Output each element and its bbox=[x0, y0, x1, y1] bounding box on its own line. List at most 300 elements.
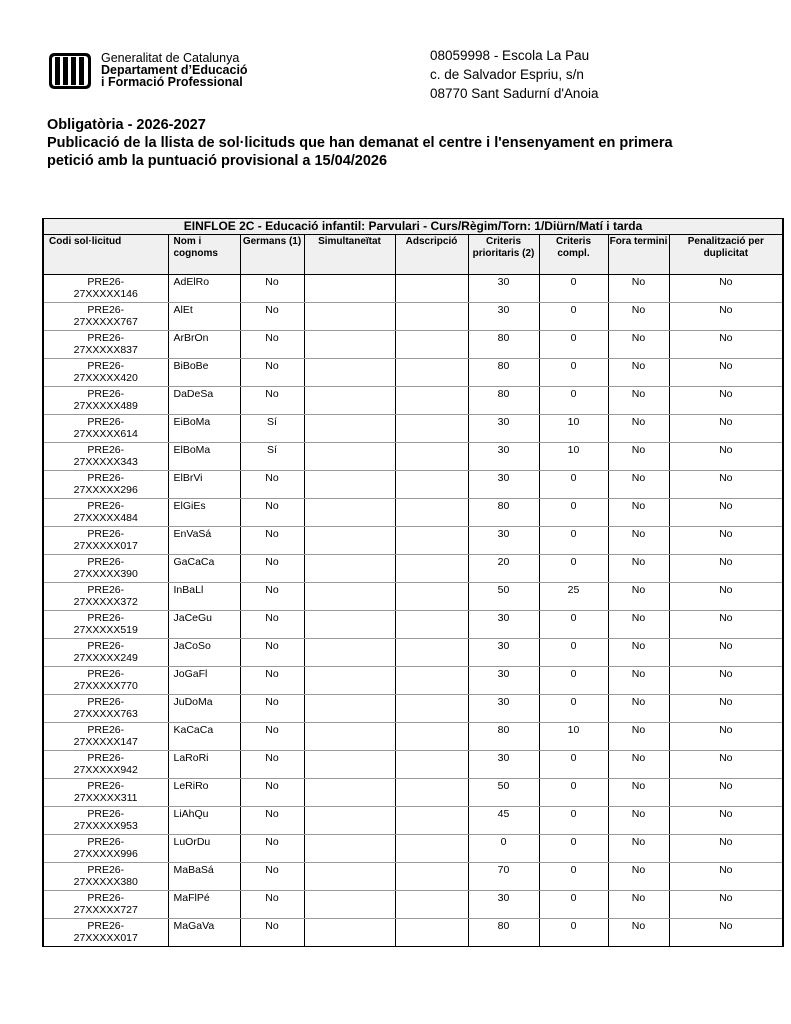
cell-nom: ElGiEs bbox=[168, 499, 240, 527]
cell-codi bbox=[43, 331, 168, 359]
cell-nom: AdElRo bbox=[168, 275, 240, 303]
cell-adscripcio bbox=[395, 415, 468, 443]
cell-fora-termini: No bbox=[608, 331, 669, 359]
table-row bbox=[43, 695, 783, 723]
cell-penalitzacio: No bbox=[669, 275, 783, 303]
code-prefix: PRE26- bbox=[87, 780, 125, 792]
code-suffix: 27XXXXX420 bbox=[73, 372, 138, 384]
cell-adscripcio bbox=[395, 331, 468, 359]
cell-simultaneitat bbox=[304, 303, 395, 331]
table-row bbox=[43, 443, 783, 471]
cell-compl: 0 bbox=[539, 779, 608, 807]
cell-simultaneitat bbox=[304, 415, 395, 443]
cell-fora-termini: No bbox=[608, 387, 669, 415]
cell-codi bbox=[43, 723, 168, 751]
cell-simultaneitat bbox=[304, 723, 395, 751]
cell-nom: JaCoSo bbox=[168, 639, 240, 667]
cell-adscripcio bbox=[395, 527, 468, 555]
cell-nom: MaFlPé bbox=[168, 891, 240, 919]
cell-prioritaris: 30 bbox=[468, 275, 539, 303]
cell-prioritaris: 0 bbox=[468, 835, 539, 863]
table-row bbox=[43, 303, 783, 331]
table-row bbox=[43, 919, 783, 947]
cell-codi bbox=[43, 583, 168, 611]
cell-codi bbox=[43, 891, 168, 919]
cell-fora-termini: No bbox=[608, 359, 669, 387]
cell-compl: 0 bbox=[539, 471, 608, 499]
cell-codi bbox=[43, 807, 168, 835]
cell-prioritaris: 80 bbox=[468, 387, 539, 415]
cell-adscripcio bbox=[395, 303, 468, 331]
code-suffix: 27XXXXX380 bbox=[73, 876, 138, 888]
cell-fora-termini: No bbox=[608, 275, 669, 303]
code-prefix: PRE26- bbox=[87, 836, 125, 848]
table-row bbox=[43, 723, 783, 751]
col-compl: Criteris compl. bbox=[539, 235, 608, 275]
cell-simultaneitat bbox=[304, 583, 395, 611]
cell-prioritaris: 70 bbox=[468, 863, 539, 891]
code-prefix: PRE26- bbox=[87, 584, 125, 596]
code-suffix: 27XXXXX017 bbox=[73, 932, 138, 944]
cell-germans: No bbox=[240, 555, 304, 583]
cell-adscripcio bbox=[395, 639, 468, 667]
cell-prioritaris: 30 bbox=[468, 527, 539, 555]
col-adscripcio: Adscripció bbox=[395, 235, 468, 275]
school-line-2: c. de Salvador Espriu, s/n bbox=[430, 67, 584, 82]
cell-penalitzacio: No bbox=[669, 779, 783, 807]
cell-prioritaris: 30 bbox=[468, 695, 539, 723]
document-title bbox=[47, 116, 673, 170]
cell-penalitzacio: No bbox=[669, 527, 783, 555]
cell-prioritaris: 20 bbox=[468, 555, 539, 583]
cell-nom: LeRiRo bbox=[168, 779, 240, 807]
cell-adscripcio bbox=[395, 723, 468, 751]
cell-simultaneitat bbox=[304, 443, 395, 471]
cell-fora-termini: No bbox=[608, 779, 669, 807]
cell-compl: 0 bbox=[539, 499, 608, 527]
code-suffix: 27XXXXX311 bbox=[74, 792, 138, 804]
cell-fora-termini: No bbox=[608, 863, 669, 891]
table-band-title: EINFLOE 2C - Educació infantil: Parvulari - Curs/Règim/Torn: 1/Diürn/Matí i tarda bbox=[43, 219, 783, 235]
cell-adscripcio bbox=[395, 751, 468, 779]
cell-simultaneitat bbox=[304, 639, 395, 667]
code-suffix: 27XXXXX296 bbox=[73, 484, 138, 496]
code-suffix: 27XXXXX484 bbox=[73, 512, 138, 524]
cell-nom: EnVaSá bbox=[168, 527, 240, 555]
table-row bbox=[43, 555, 783, 583]
cell-codi bbox=[43, 555, 168, 583]
cell-penalitzacio: No bbox=[669, 359, 783, 387]
cell-fora-termini: No bbox=[608, 471, 669, 499]
cell-adscripcio bbox=[395, 583, 468, 611]
cell-simultaneitat bbox=[304, 891, 395, 919]
code-suffix: 27XXXXX837 bbox=[73, 344, 138, 356]
cell-simultaneitat bbox=[304, 807, 395, 835]
table-row bbox=[43, 387, 783, 415]
cell-germans: No bbox=[240, 667, 304, 695]
cell-simultaneitat bbox=[304, 695, 395, 723]
cell-nom: JaCeGu bbox=[168, 611, 240, 639]
cell-prioritaris: 30 bbox=[468, 751, 539, 779]
code-prefix: PRE26- bbox=[87, 864, 125, 876]
code-prefix: PRE26- bbox=[87, 528, 125, 540]
cell-fora-termini: No bbox=[608, 611, 669, 639]
code-suffix: 27XXXXX519 bbox=[73, 624, 138, 636]
code-prefix: PRE26- bbox=[87, 276, 125, 288]
cell-adscripcio bbox=[395, 499, 468, 527]
code-prefix: PRE26- bbox=[87, 472, 125, 484]
cell-nom: LuOrDu bbox=[168, 835, 240, 863]
cell-germans: No bbox=[240, 639, 304, 667]
cell-prioritaris: 30 bbox=[468, 303, 539, 331]
school-address bbox=[430, 46, 598, 103]
cell-fora-termini: No bbox=[608, 443, 669, 471]
cell-prioritaris: 45 bbox=[468, 807, 539, 835]
cell-penalitzacio: No bbox=[669, 863, 783, 891]
table-row bbox=[43, 611, 783, 639]
cell-germans: No bbox=[240, 863, 304, 891]
code-suffix: 27XXXXX372 bbox=[73, 596, 138, 608]
cell-prioritaris: 50 bbox=[468, 779, 539, 807]
cell-compl: 0 bbox=[539, 807, 608, 835]
cell-codi bbox=[43, 611, 168, 639]
table-row bbox=[43, 863, 783, 891]
cell-germans: No bbox=[240, 779, 304, 807]
cell-compl: 0 bbox=[539, 527, 608, 555]
cell-adscripcio bbox=[395, 443, 468, 471]
cell-codi bbox=[43, 303, 168, 331]
cell-penalitzacio: No bbox=[669, 807, 783, 835]
cell-fora-termini: No bbox=[608, 499, 669, 527]
cell-codi bbox=[43, 415, 168, 443]
cell-simultaneitat bbox=[304, 387, 395, 415]
cell-prioritaris: 30 bbox=[468, 611, 539, 639]
code-prefix: PRE26- bbox=[87, 444, 125, 456]
col-germans: Germans (1) bbox=[240, 235, 304, 275]
table-row bbox=[43, 415, 783, 443]
cell-penalitzacio: No bbox=[669, 471, 783, 499]
organization-name bbox=[101, 52, 248, 88]
cell-penalitzacio: No bbox=[669, 639, 783, 667]
cell-fora-termini: No bbox=[608, 639, 669, 667]
cell-nom: KaCaCa bbox=[168, 723, 240, 751]
code-prefix: PRE26- bbox=[87, 304, 125, 316]
cell-codi bbox=[43, 835, 168, 863]
cell-simultaneitat bbox=[304, 527, 395, 555]
cell-prioritaris: 80 bbox=[468, 919, 539, 947]
cell-prioritaris: 30 bbox=[468, 471, 539, 499]
cell-penalitzacio: No bbox=[669, 695, 783, 723]
cell-adscripcio bbox=[395, 779, 468, 807]
cell-germans: No bbox=[240, 331, 304, 359]
cell-nom: ElBrVi bbox=[168, 471, 240, 499]
cell-germans: No bbox=[240, 807, 304, 835]
code-suffix: 27XXXXX953 bbox=[73, 820, 138, 832]
cell-compl: 0 bbox=[539, 919, 608, 947]
cell-germans: Sí bbox=[240, 415, 304, 443]
cell-fora-termini: No bbox=[608, 695, 669, 723]
cell-germans: No bbox=[240, 695, 304, 723]
table-row bbox=[43, 471, 783, 499]
cell-compl: 0 bbox=[539, 695, 608, 723]
cell-prioritaris: 30 bbox=[468, 667, 539, 695]
cell-nom: MaGaVa bbox=[168, 919, 240, 947]
cell-codi bbox=[43, 779, 168, 807]
table-header-row bbox=[43, 235, 783, 275]
cell-fora-termini: No bbox=[608, 415, 669, 443]
code-prefix: PRE26- bbox=[87, 752, 125, 764]
cell-codi bbox=[43, 471, 168, 499]
code-prefix: PRE26- bbox=[87, 696, 125, 708]
cell-simultaneitat bbox=[304, 331, 395, 359]
cell-germans: No bbox=[240, 387, 304, 415]
code-suffix: 27XXXXX249 bbox=[73, 652, 138, 664]
cell-fora-termini: No bbox=[608, 583, 669, 611]
cell-compl: 10 bbox=[539, 723, 608, 751]
cell-simultaneitat bbox=[304, 611, 395, 639]
cell-penalitzacio: No bbox=[669, 499, 783, 527]
table-row bbox=[43, 779, 783, 807]
cell-codi bbox=[43, 919, 168, 947]
table-row bbox=[43, 807, 783, 835]
code-suffix: 27XXXXX017 bbox=[73, 540, 138, 552]
cell-adscripcio bbox=[395, 471, 468, 499]
code-prefix: PRE26- bbox=[87, 332, 125, 344]
cell-adscripcio bbox=[395, 359, 468, 387]
school-line-1: 08059998 - Escola La Pau bbox=[430, 48, 590, 63]
code-suffix: 27XXXXX146 bbox=[73, 288, 138, 300]
cell-germans: No bbox=[240, 359, 304, 387]
cell-germans: No bbox=[240, 751, 304, 779]
cell-fora-termini: No bbox=[608, 527, 669, 555]
cell-prioritaris: 30 bbox=[468, 891, 539, 919]
table-row bbox=[43, 583, 783, 611]
cell-nom: ArBrOn bbox=[168, 331, 240, 359]
cell-codi bbox=[43, 667, 168, 695]
cell-codi bbox=[43, 499, 168, 527]
table-row bbox=[43, 751, 783, 779]
cell-germans: Sí bbox=[240, 443, 304, 471]
cell-nom: DaDeSa bbox=[168, 387, 240, 415]
cell-simultaneitat bbox=[304, 779, 395, 807]
cell-penalitzacio: No bbox=[669, 443, 783, 471]
cell-germans: No bbox=[240, 499, 304, 527]
code-prefix: PRE26- bbox=[87, 640, 125, 652]
cell-compl: 10 bbox=[539, 415, 608, 443]
code-prefix: PRE26- bbox=[87, 668, 125, 680]
cell-compl: 0 bbox=[539, 835, 608, 863]
cell-codi bbox=[43, 527, 168, 555]
cell-germans: No bbox=[240, 303, 304, 331]
cell-adscripcio bbox=[395, 667, 468, 695]
code-suffix: 27XXXXX996 bbox=[73, 848, 138, 860]
cell-compl: 25 bbox=[539, 583, 608, 611]
generalitat-logo-icon bbox=[49, 53, 91, 89]
cell-compl: 0 bbox=[539, 751, 608, 779]
cell-nom: BiBoBe bbox=[168, 359, 240, 387]
code-prefix: PRE26- bbox=[87, 556, 125, 568]
code-suffix: 27XXXXX147 bbox=[73, 736, 138, 748]
code-suffix: 27XXXXX390 bbox=[73, 568, 138, 580]
cell-adscripcio bbox=[395, 555, 468, 583]
code-suffix: 27XXXXX767 bbox=[73, 316, 138, 328]
cell-simultaneitat bbox=[304, 359, 395, 387]
cell-compl: 0 bbox=[539, 387, 608, 415]
cell-germans: No bbox=[240, 723, 304, 751]
cell-penalitzacio: No bbox=[669, 415, 783, 443]
table-row bbox=[43, 499, 783, 527]
school-line-3: 08770 Sant Sadurní d'Anoia bbox=[430, 86, 599, 101]
table-row bbox=[43, 667, 783, 695]
code-prefix: PRE26- bbox=[87, 500, 125, 512]
cell-prioritaris: 80 bbox=[468, 331, 539, 359]
cell-prioritaris: 30 bbox=[468, 639, 539, 667]
cell-fora-termini: No bbox=[608, 555, 669, 583]
code-prefix: PRE26- bbox=[87, 892, 125, 904]
cell-fora-termini: No bbox=[608, 723, 669, 751]
cell-nom: LaRoRi bbox=[168, 751, 240, 779]
cell-codi bbox=[43, 751, 168, 779]
cell-simultaneitat bbox=[304, 751, 395, 779]
cell-adscripcio bbox=[395, 891, 468, 919]
cell-penalitzacio: No bbox=[669, 835, 783, 863]
cell-penalitzacio: No bbox=[669, 919, 783, 947]
cell-nom: LiAhQu bbox=[168, 807, 240, 835]
cell-fora-termini: No bbox=[608, 807, 669, 835]
cell-germans: No bbox=[240, 583, 304, 611]
table-row bbox=[43, 359, 783, 387]
code-suffix: 27XXXXX343 bbox=[73, 456, 138, 468]
cell-simultaneitat bbox=[304, 667, 395, 695]
code-prefix: PRE26- bbox=[87, 724, 125, 736]
cell-fora-termini: No bbox=[608, 835, 669, 863]
title-line-3: petició amb la puntuació provisional a 15/04/2026 bbox=[47, 153, 388, 169]
cell-germans: No bbox=[240, 611, 304, 639]
cell-compl: 0 bbox=[539, 275, 608, 303]
cell-nom: MaBaSá bbox=[168, 863, 240, 891]
table-row bbox=[43, 275, 783, 303]
cell-penalitzacio: No bbox=[669, 331, 783, 359]
cell-codi bbox=[43, 639, 168, 667]
cell-penalitzacio: No bbox=[669, 751, 783, 779]
cell-compl: 0 bbox=[539, 891, 608, 919]
cell-germans: No bbox=[240, 835, 304, 863]
applications-table bbox=[42, 218, 784, 947]
table-row bbox=[43, 891, 783, 919]
cell-fora-termini: No bbox=[608, 667, 669, 695]
code-prefix: PRE26- bbox=[87, 920, 125, 932]
cell-simultaneitat bbox=[304, 471, 395, 499]
cell-adscripcio bbox=[395, 919, 468, 947]
col-codi: Codi sol·licitud bbox=[43, 235, 168, 275]
col-penalitzacio: Penalització per duplicitat bbox=[669, 235, 783, 275]
cell-nom: AlEt bbox=[168, 303, 240, 331]
cell-penalitzacio: No bbox=[669, 387, 783, 415]
col-nom: Nom i cognoms bbox=[168, 235, 240, 275]
code-suffix: 27XXXXX942 bbox=[73, 764, 138, 776]
cell-adscripcio bbox=[395, 387, 468, 415]
code-prefix: PRE26- bbox=[87, 808, 125, 820]
cell-germans: No bbox=[240, 891, 304, 919]
cell-penalitzacio: No bbox=[669, 611, 783, 639]
cell-adscripcio bbox=[395, 695, 468, 723]
cell-adscripcio bbox=[395, 611, 468, 639]
cell-compl: 0 bbox=[539, 667, 608, 695]
table-row bbox=[43, 835, 783, 863]
org-line-3: i Formació Professional bbox=[101, 75, 243, 89]
cell-prioritaris: 50 bbox=[468, 583, 539, 611]
cell-prioritaris: 80 bbox=[468, 359, 539, 387]
cell-codi bbox=[43, 387, 168, 415]
cell-simultaneitat bbox=[304, 499, 395, 527]
cell-simultaneitat bbox=[304, 863, 395, 891]
cell-penalitzacio: No bbox=[669, 583, 783, 611]
cell-simultaneitat bbox=[304, 919, 395, 947]
cell-prioritaris: 80 bbox=[468, 499, 539, 527]
cell-simultaneitat bbox=[304, 835, 395, 863]
title-line-1: Obligatòria - 2026-2027 bbox=[47, 117, 206, 133]
cell-penalitzacio: No bbox=[669, 723, 783, 751]
cell-nom: JuDoMa bbox=[168, 695, 240, 723]
cell-germans: No bbox=[240, 275, 304, 303]
code-suffix: 27XXXXX763 bbox=[73, 708, 138, 720]
cell-compl: 0 bbox=[539, 331, 608, 359]
cell-fora-termini: No bbox=[608, 891, 669, 919]
cell-compl: 0 bbox=[539, 639, 608, 667]
col-simultaneitat: Simultaneïtat bbox=[304, 235, 395, 275]
cell-codi bbox=[43, 275, 168, 303]
cell-compl: 0 bbox=[539, 611, 608, 639]
cell-compl: 10 bbox=[539, 443, 608, 471]
table-row bbox=[43, 331, 783, 359]
table-row bbox=[43, 639, 783, 667]
cell-adscripcio bbox=[395, 863, 468, 891]
cell-prioritaris: 30 bbox=[468, 443, 539, 471]
cell-codi bbox=[43, 359, 168, 387]
org-line-1: Generalitat de Catalunya bbox=[101, 51, 240, 65]
code-prefix: PRE26- bbox=[87, 612, 125, 624]
code-prefix: PRE26- bbox=[87, 360, 125, 372]
title-line-2: Publicació de la llista de sol·licituds que han demanat el centre i l'ensenyament en primera bbox=[47, 135, 673, 151]
code-suffix: 27XXXXX727 bbox=[73, 904, 138, 916]
code-prefix: PRE26- bbox=[87, 388, 125, 400]
cell-fora-termini: No bbox=[608, 303, 669, 331]
cell-adscripcio bbox=[395, 275, 468, 303]
cell-penalitzacio: No bbox=[669, 303, 783, 331]
cell-nom: JoGaFl bbox=[168, 667, 240, 695]
cell-nom: GaCaCa bbox=[168, 555, 240, 583]
cell-compl: 0 bbox=[539, 303, 608, 331]
cell-nom: InBaLl bbox=[168, 583, 240, 611]
code-suffix: 27XXXXX614 bbox=[73, 428, 138, 440]
cell-compl: 0 bbox=[539, 555, 608, 583]
org-line-2: Departament d’Educació bbox=[101, 63, 248, 77]
cell-germans: No bbox=[240, 471, 304, 499]
cell-adscripcio bbox=[395, 807, 468, 835]
cell-nom: ElBoMa bbox=[168, 443, 240, 471]
cell-fora-termini: No bbox=[608, 751, 669, 779]
cell-germans: No bbox=[240, 527, 304, 555]
cell-germans: No bbox=[240, 919, 304, 947]
code-suffix: 27XXXXX770 bbox=[73, 680, 138, 692]
col-prioritaris: Criteris prioritaris (2) bbox=[468, 235, 539, 275]
cell-simultaneitat bbox=[304, 555, 395, 583]
col-fora-termini: Fora termini bbox=[608, 235, 669, 275]
cell-codi bbox=[43, 443, 168, 471]
cell-compl: 0 bbox=[539, 863, 608, 891]
cell-codi bbox=[43, 863, 168, 891]
cell-codi bbox=[43, 695, 168, 723]
